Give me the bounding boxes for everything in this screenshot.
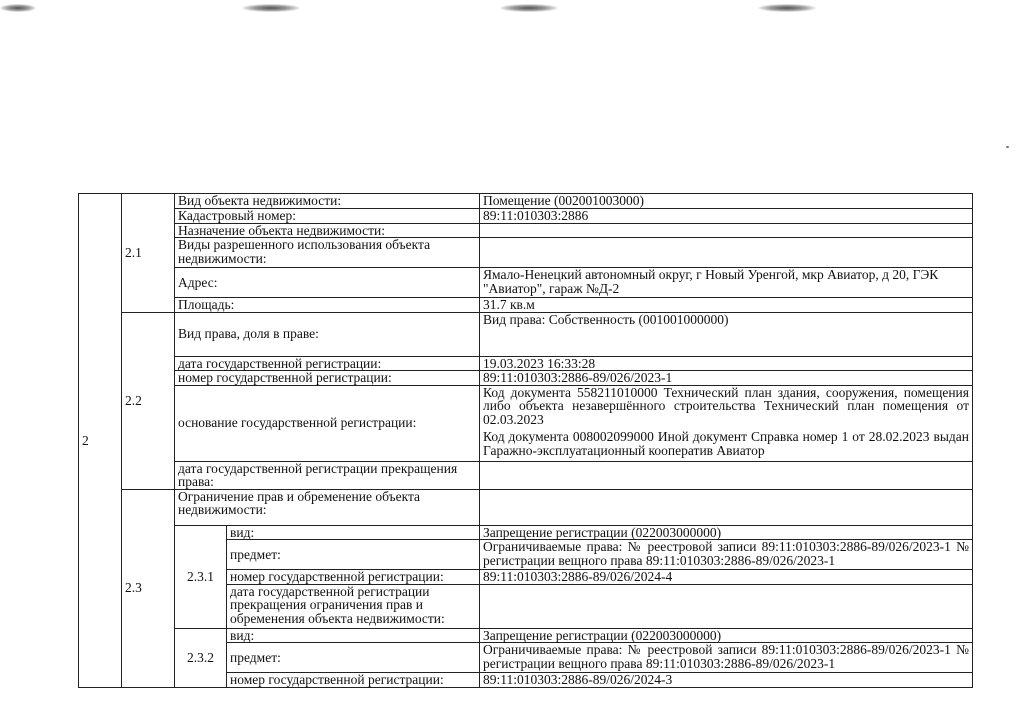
field-value: Запрещение регистрации (022003000000) (480, 525, 973, 540)
register-table (78, 193, 973, 688)
field-label: Вид права, доля в праве: (175, 312, 480, 356)
field-value: Ограничиваемые права: № реестровой записи 89:11:010303:2886-89/026/2023-1 № регистрации вещного права 89:11:010303:2886-89/026/2023-1 (480, 643, 973, 673)
subsection-number-2-3: 2.3 (122, 489, 175, 687)
field-label: номер государственной регистрации: (175, 371, 480, 386)
subsection-number-2-1: 2.1 (122, 194, 175, 313)
field-label: дата государственной регистрации: (175, 356, 480, 371)
field-value: Ограничиваемые права: № реестровой записи 89:11:010303:2886-89/026/2023-1 № регистрации вещного права 89:11:010303:2886-89/026/2023-1 (480, 540, 973, 570)
section-number: 2 (79, 194, 122, 688)
field-label: дата государственной регистрации прекращения права: (175, 461, 480, 489)
basis-document-2: Код документа 008002099000 Иной документ Справка номер 1 от 28.02.2023 выдан Гаражно-эксплуатационный кооператив Авиатор (483, 429, 969, 458)
field-value: Запрещение регистрации (022003000000) (480, 628, 973, 643)
field-value: 19.03.2023 16:33:28 (480, 356, 973, 371)
field-label: Площадь: (175, 298, 480, 313)
field-value: Вид права: Собственность (001001000000) (480, 312, 973, 356)
item-number-2-3-2: 2.3.2 (175, 628, 227, 687)
item-number-2-3-1: 2.3.1 (175, 525, 227, 628)
field-label: Виды разрешенного использования объекта недвижимости: (175, 238, 480, 268)
scan-smudge (758, 4, 816, 12)
field-label: предмет: (227, 643, 480, 673)
field-value (480, 385, 973, 461)
field-label: Адрес: (175, 268, 480, 298)
field-label: Кадастровый номер: (175, 209, 480, 224)
field-value: 31.7 кв.м (480, 298, 973, 313)
field-label: основание государственной регистрации: (175, 385, 480, 461)
field-value (480, 489, 973, 525)
field-label: предмет: (227, 540, 480, 570)
field-label: Ограничение прав и обременение объекта недвижимости: (175, 489, 480, 525)
field-label: номер государственной регистрации: (227, 673, 480, 688)
field-value: 89:11:010303:2886-89/026/2024-3 (480, 673, 973, 688)
subsection-number-2-2: 2.2 (122, 312, 175, 489)
basis-document-1: Код документа 558211010000 Технический план здания, сооружения, помещения либо объекта незавершённого строительства Технический план помещения от 02.03.2023 (483, 384, 969, 427)
field-value (480, 584, 973, 628)
field-label: дата государственной регистрации прекращения ограничения прав и обременения объекта недвижимости: (227, 584, 480, 628)
scan-dot (1006, 146, 1009, 148)
field-value: 89:11:010303:2886 (480, 209, 973, 224)
scan-smudge (500, 4, 558, 12)
field-label: номер государственной регистрации: (227, 570, 480, 585)
field-value (480, 461, 973, 489)
field-label: вид: (227, 525, 480, 540)
field-label: Назначение объекта недвижимости: (175, 223, 480, 238)
scan-smudge (0, 4, 36, 12)
scan-smudge (242, 4, 300, 12)
field-label: вид: (227, 628, 480, 643)
field-value: Помещение (002001003000) (480, 194, 973, 209)
field-value: 89:11:010303:2886-89/026/2023-1 (480, 371, 973, 386)
field-value (480, 238, 973, 268)
field-value: 89:11:010303:2886-89/026/2024-4 (480, 570, 973, 585)
field-value: Ямало-Ненецкий автономный округ, г Новый Уренгой, мкр Авиатор, д 20, ГЭК "Авиатор", гараж №Д-2 (480, 268, 973, 298)
field-value (480, 223, 973, 238)
field-label: Вид объекта недвижимости: (175, 194, 480, 209)
